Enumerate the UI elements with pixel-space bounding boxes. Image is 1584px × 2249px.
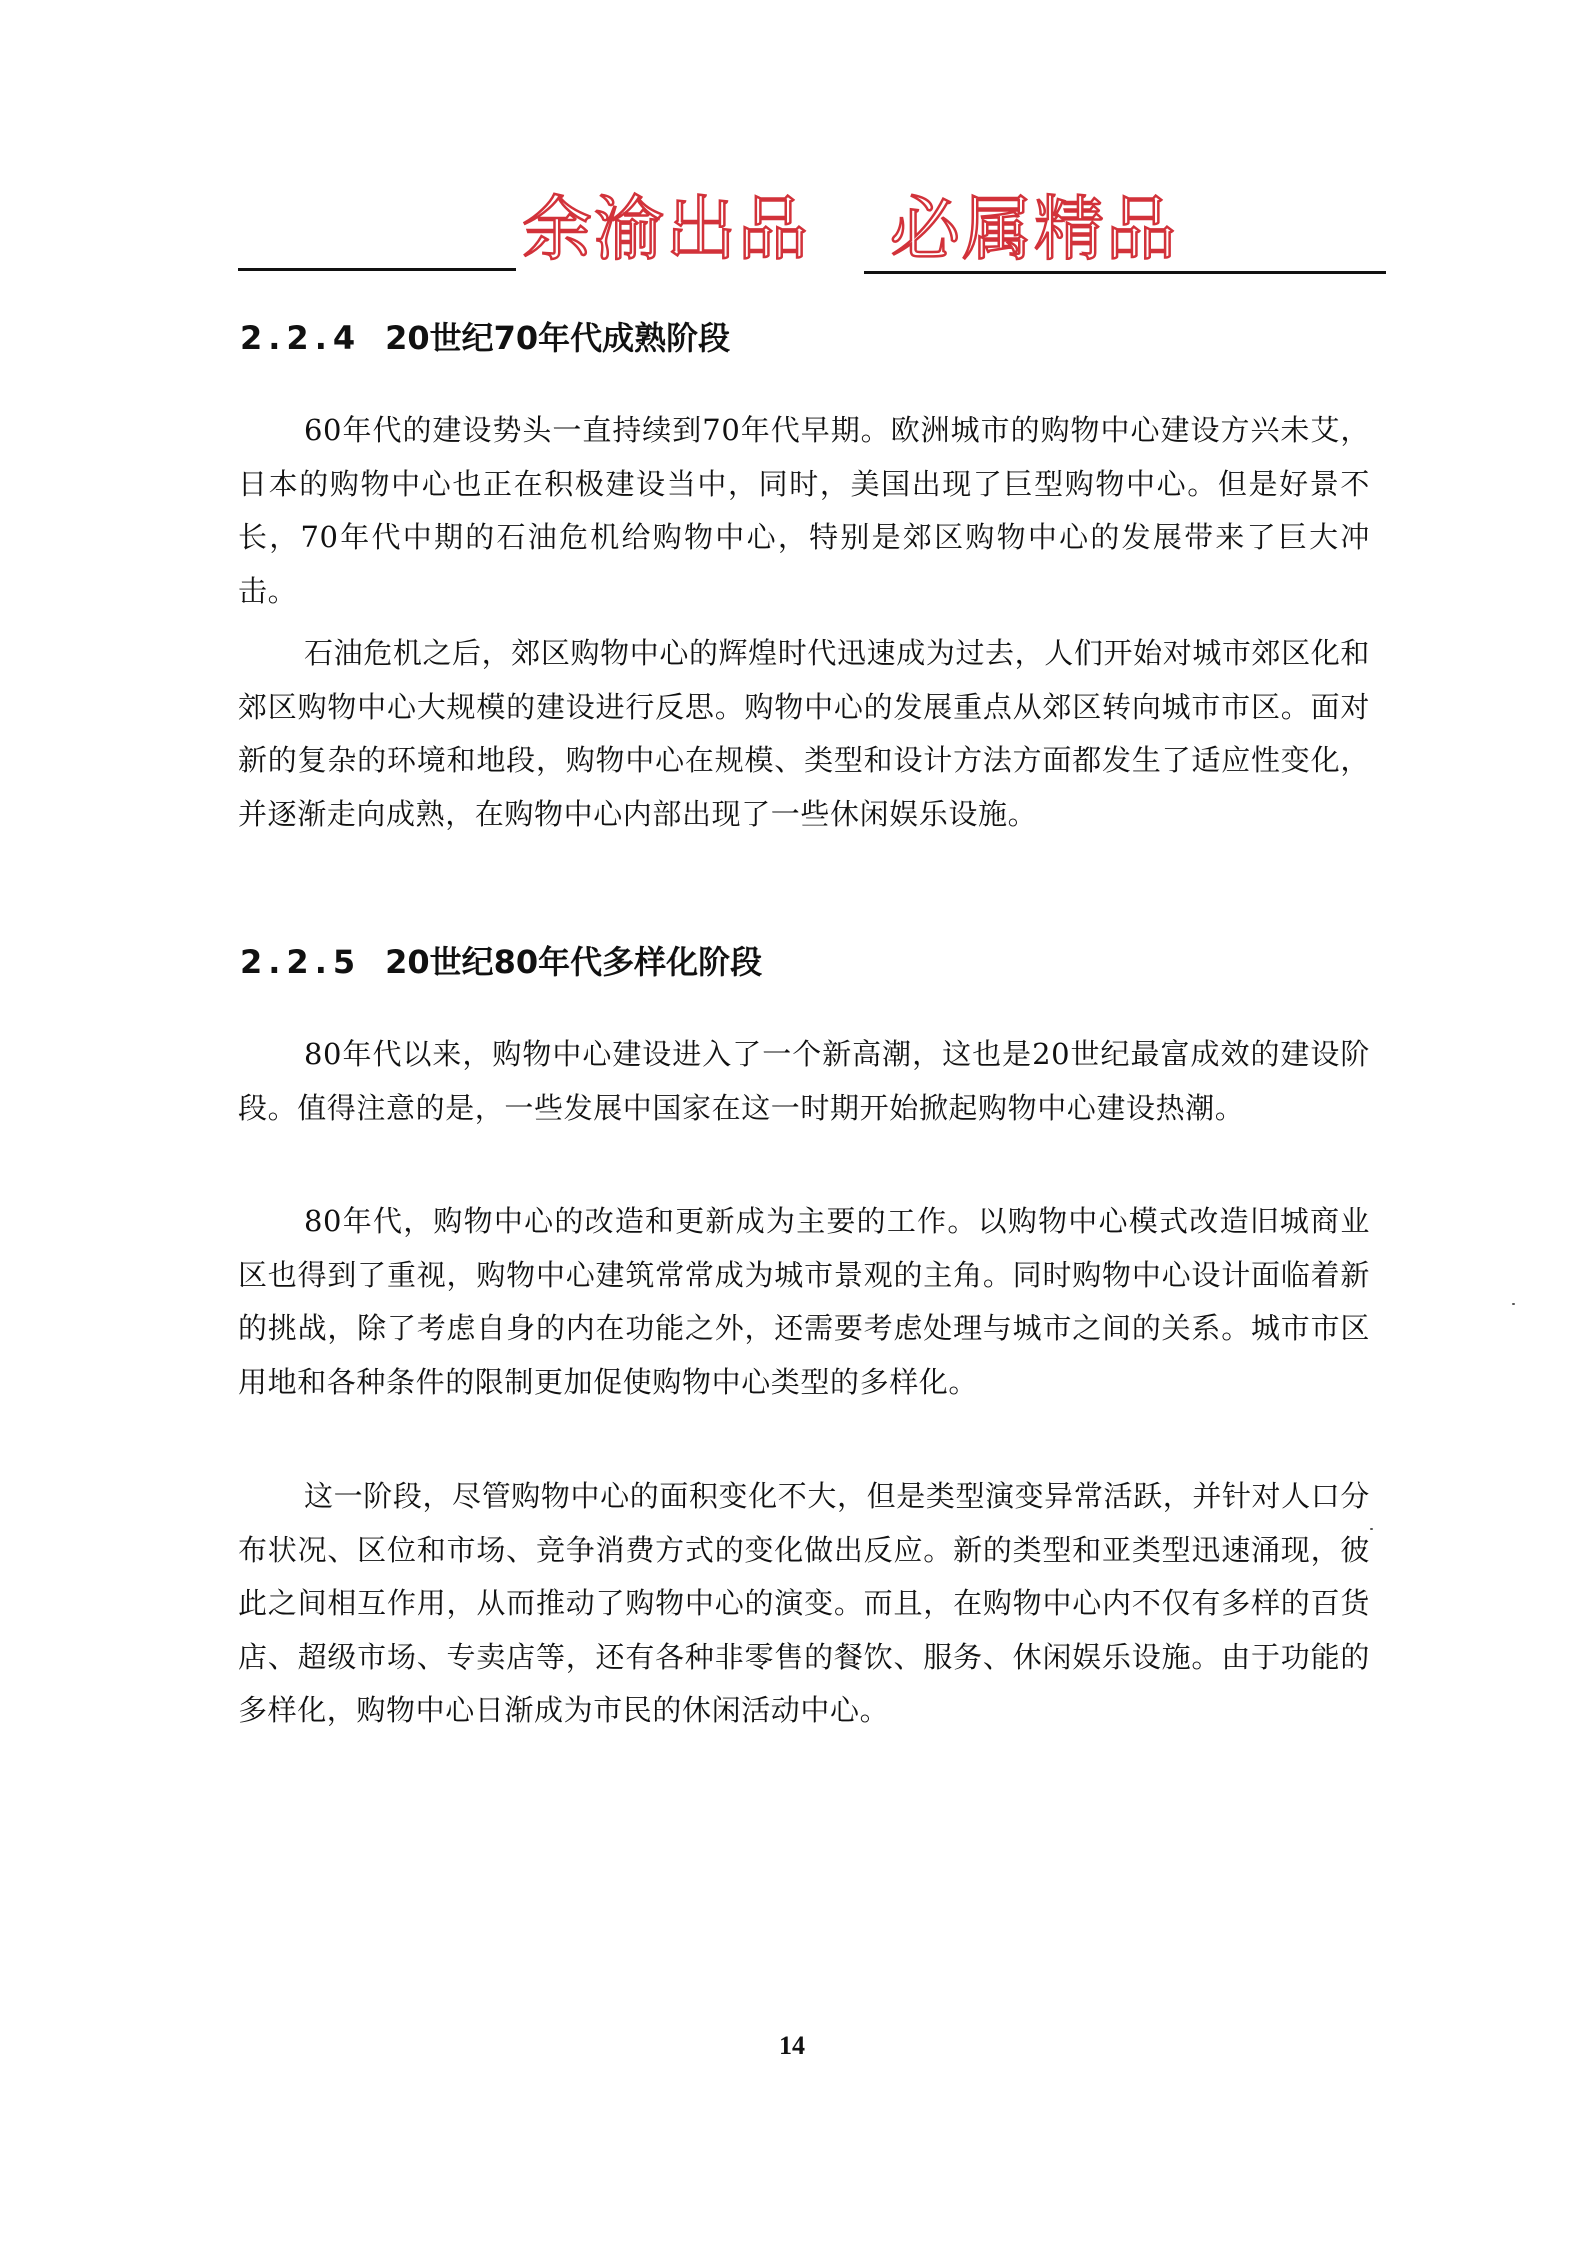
body-paragraph: 这一阶段，尽管购物中心的面积变化不大，但是类型演变异常活跃，并针对人口分布状况、区位和市场、竞争消费方式的变化做出反应。新的类型和亚类型迅速涌现，彼此之间相互作用，从而推动了购物中心的演变。而且，在购物中心内不仅有多样的百货店、超级市场、专卖店等，还有各种非零售的餐饮、服务、休闲娱乐设施。由于功能的多样化，购物中心日渐成为市民的休闲活动中心。 [238, 1479, 1370, 1727]
scan-speck [1512, 1303, 1515, 1305]
body-paragraph: 80年代，购物中心的改造和更新成为主要的工作。以购物中心模式改造旧城商业区也得到了重视，购物中心建筑常常成为城市景观的主角。同时购物中心设计面临着新的挑战，除了考虑自身的内在功能之外，还需要考虑处理与城市之间的关系。城市市区用地和各种条件的限制更加促使购物中心类型的多样化。 [238, 1204, 1370, 1399]
section-heading [240, 942, 762, 982]
watermark-right: 必属精品 [890, 188, 1178, 270]
body-paragraph: 60年代的建设势头一直持续到70年代早期。欧洲城市的购物中心建设方兴未艾，日本的购物中心也正在积极建设当中，同时，美国出现了巨型购物中心。但是好景不长，70年代中期的石油危机给购物中心，特别是郊区购物中心的发展带来了巨大冲击。 [238, 413, 1370, 608]
body-paragraph: 石油危机之后，郊区购物中心的辉煌时代迅速成为过去，人们开始对城市郊区化和郊区购物中心大规模的建设进行反思。购物中心的发展重点从郊区转向城市市区。面对新的复杂的环境和地段，购物中心在规模、类型和设计方法方面都发生了适应性变化，并逐渐走向成熟，在购物中心内部出现了一些休闲娱乐设施。 [238, 636, 1370, 831]
section-title: 20世纪80年代多样化阶段 [385, 943, 763, 981]
section-title: 20世纪70年代成熟阶段 [385, 319, 731, 357]
body-paragraph: 80年代以来，购物中心建设进入了一个新高潮，这也是20世纪最富成效的建设阶段。值得注意的是，一些发展中国家在这一时期开始掀起购物中心建设热潮。 [238, 1037, 1370, 1125]
scan-speck [1370, 1528, 1373, 1530]
header-rule-right [864, 271, 1386, 274]
watermark-left: 余渝出品 [522, 188, 810, 270]
section-number: 2.2.5 [240, 943, 362, 981]
section-heading [240, 318, 730, 358]
section-number: 2.2.4 [240, 319, 362, 357]
header-rule-left [238, 268, 516, 271]
page-number: 14 [779, 2031, 805, 2060]
